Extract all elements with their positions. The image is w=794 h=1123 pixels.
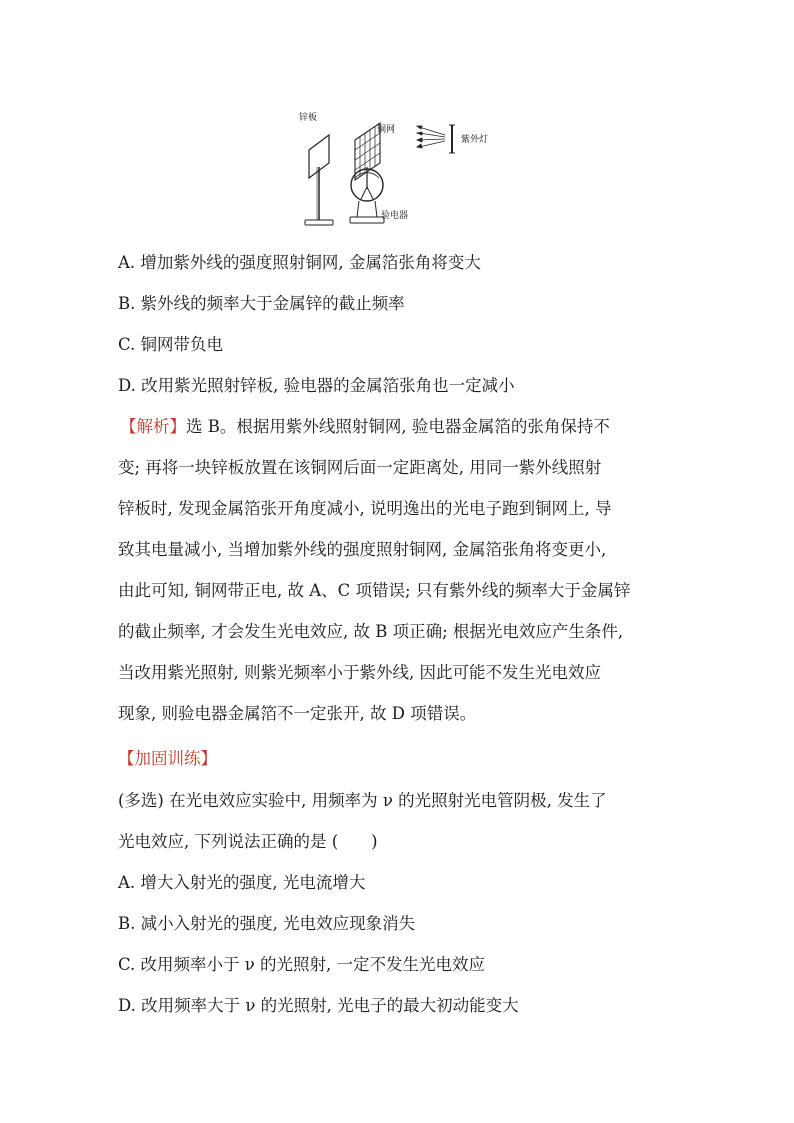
- experiment-diagram: [295, 105, 500, 233]
- training-option-a: A. 增大入射光的强度, 光电流增大: [118, 873, 366, 892]
- analysis-line-2: 变; 再将一块锌板放置在该铜网后面一定距离处, 用同一紫外线照射: [118, 458, 602, 477]
- analysis-line-5: 由此可知, 铜网带正电, 故 A、C 项错误; 只有紫外线的频率大于金属锌: [118, 581, 631, 600]
- analysis-line-1: [120, 416, 610, 438]
- analysis-line-6: 的截止频率, 才会发生光电效应, 故 B 项正确; 根据光电效应产生条件,: [118, 622, 624, 641]
- analysis-text: 选 B。根据用紫外线照射铜网, 验电器金属箔的张角保持不: [186, 417, 610, 436]
- analysis-tag: 【解析】: [120, 417, 186, 436]
- uv-lamp: [449, 125, 455, 153]
- training-option-d: D. 改用频率大于 ν 的光照射, 光电子的最大初动能变大: [118, 996, 519, 1015]
- training-tag: 【加固训练】: [118, 749, 217, 768]
- zinc-plate-assembly: [305, 135, 333, 225]
- training-stem-line-1: (多选) 在光电效应实验中, 用频率为 ν 的光照射光电管阴极, 发生了: [118, 791, 607, 810]
- training-stem-line-2: 光电效应, 下列说法正确的是 ( ): [118, 832, 378, 851]
- uv-lamp-label: 紫外灯: [461, 135, 489, 145]
- zinc-plate-label: 锌板: [299, 113, 318, 123]
- option-a: A. 增加紫外线的强度照射铜网, 金属箔张角将变大: [118, 253, 481, 272]
- option-b: B. 紫外线的频率大于金属锌的截止频率: [118, 294, 405, 313]
- experiment-figure: [295, 105, 500, 233]
- analysis-line-4: 致其电量减小, 当增加紫外线的强度照射铜网, 金属箔张角将变更小,: [118, 540, 607, 559]
- option-c: C. 铜网带负电: [118, 335, 224, 354]
- option-d: D. 改用紫光照射锌板, 验电器的金属箔张角也一定减小: [118, 376, 515, 395]
- analysis-line-3: 锌板时, 发现金属箔张开角度减小, 说明逸出的光电子跑到铜网上, 导: [118, 499, 612, 518]
- uv-rays: [417, 126, 445, 148]
- analysis-line-7: 当改用紫光照射, 则紫光频率小于紫外线, 因此可能不发生光电效应: [118, 663, 601, 682]
- electroscope-label: 验电器: [381, 211, 409, 221]
- training-option-c: C. 改用频率小于 ν 的光照射, 一定不发生光电效应: [118, 955, 486, 974]
- training-option-b: B. 减小入射光的强度, 光电效应现象消失: [118, 914, 416, 933]
- analysis-line-8: 现象, 则验电器金属箔不一定张开, 故 D 项错误。: [118, 704, 477, 723]
- copper-mesh-label: 铜网: [377, 125, 396, 135]
